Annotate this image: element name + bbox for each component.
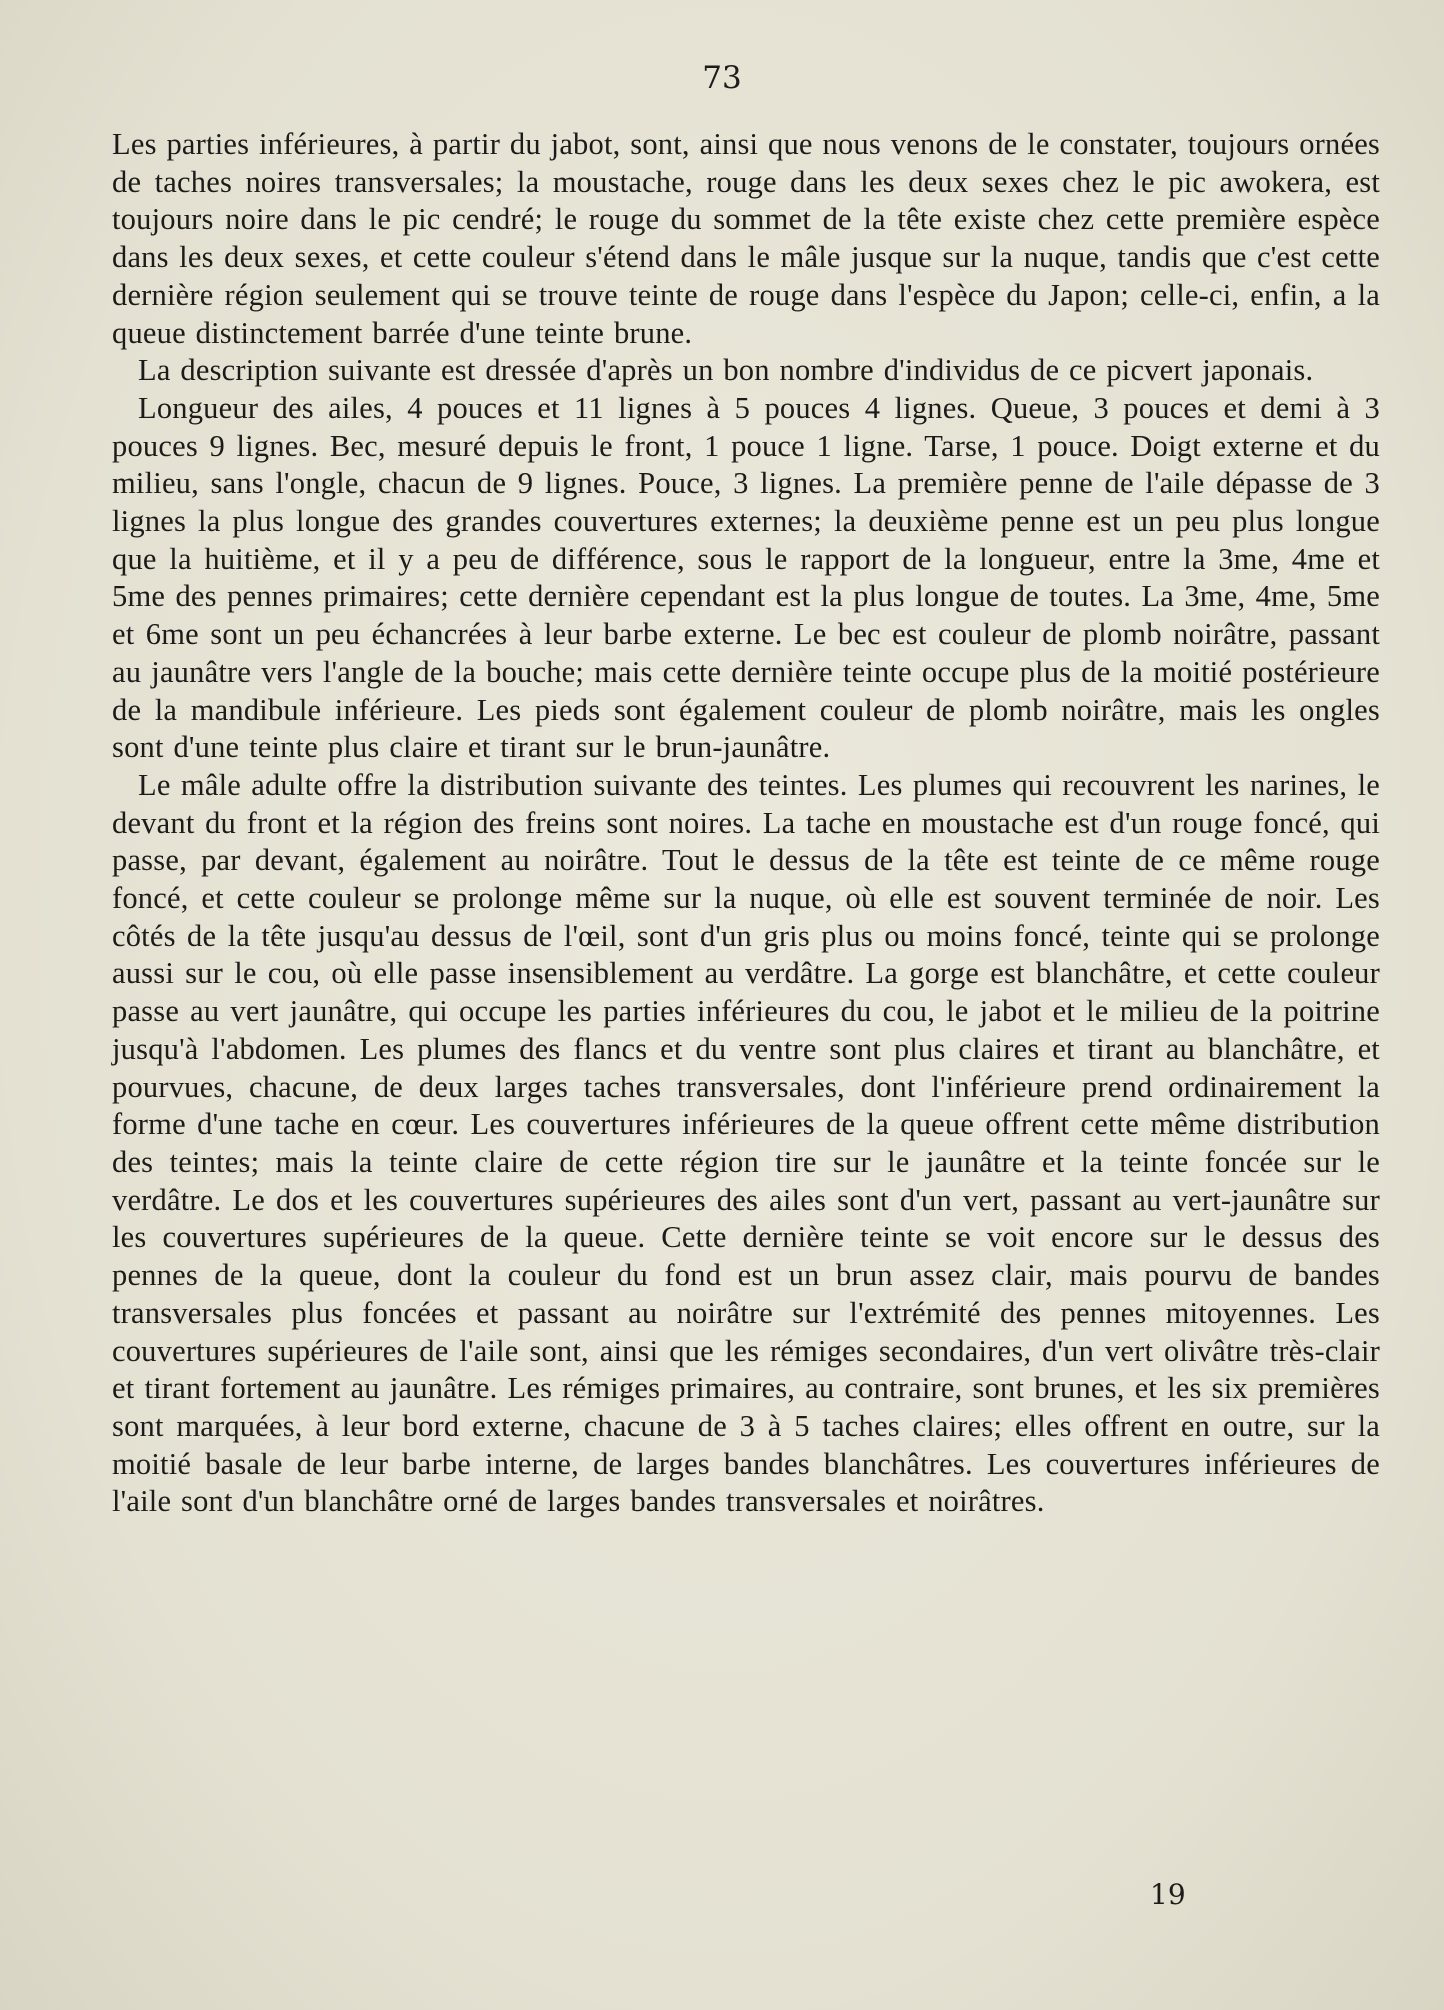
paragraph-comparison: Les parties inférieures, à partir du jabot, sont, ainsi que nous venons de le constater, toujours ornées de taches noires transversales; la moustache, rouge dans les deux sexes chez le pic awokera, est toujours noire dans le pic cendré; le rouge du sommet de la tête existe chez cette première espèce dans les deux sexes, et cette couleur s'étend dans le mâle jusque sur la nuque, tandis que c'est cette dernière région seulement qui se trouve teinte de rouge dans l'espèce du Japon; celle-ci, enfin, a la queue distinctement barrée d'une teinte brune. [112, 127, 1380, 350]
paragraph-measurements: Longueur des ailes, 4 pouces et 11 lignes à 5 pouces 4 lignes. Queue, 3 pouces et demi à 3 pouces 9 lignes. Bec, mesuré depuis le front, 1 pouce 1 ligne. Tarse, 1 pouce. Doigt externe et du milieu, sans l'ongle, chacun de 9 lignes. Pouce, 3 lignes. La première penne de l'aile dépasse de 3 lignes la plus longue des grandes couvertures externes; la deuxième penne est un peu plus longue que la huitième, et il y a peu de différence, sous le rapport de la longueur, entre la 3me, 4me et 5me des pennes primaires; cette dernière cependant est la plus longue de toutes. La 3me, 4me, 5me et 6me sont un peu échancrées à leur barbe externe. Le bec est couleur de plomb noirâtre, passant au jaunâtre vers l'angle de la bouche; mais cette dernière teinte occupe plus de la moitié postérieure de la mandibule inférieure. Les pieds sont également couleur de plomb noirâtre, mais les ongles sont d'une teinte plus claire et tirant sur le brun-jaunâtre. [112, 390, 1380, 765]
body-text [112, 126, 1380, 1521]
printer-signature-mark: 19 [1150, 1878, 1186, 1911]
paragraph-intro-description: La description suivante est dressée d'après un bon nombre d'individus de ce picvert japonais. [138, 353, 1314, 388]
paragraph-adult-male-colors: Le mâle adulte offre la distribution suivante des teintes. Les plumes qui recouvrent les narines, le devant du front et la région des freins sont noires. La tache en moustache est d'un rouge foncé, qui passe, par devant, également au noirâtre. Tout le dessus de la tête est teinte de ce même rouge foncé, et cette couleur se prolonge même sur la nuque, où elle est souvent terminée de noir. Les côtés de la tête jusqu'au dessus de l'œil, sont d'un gris plus ou moins foncé, teinte qui se prolonge aussi sur le cou, où elle passe insensiblement au verdâtre. La gorge est blanchâtre, et cette couleur passe au vert jaunâtre, qui occupe les parties inférieures du cou, le jabot et le milieu de la poitrine jusqu'à l'abdomen. Les plumes des flancs et du ventre sont plus claires et tirant au blanchâtre, et pourvues, chacune, de deux larges taches transversales, dont l'inférieure prend ordinairement la forme d'une tache en cœur. Les couvertures inférieures de la queue offrent cette même distribution des teintes; mais la teinte claire de cette région tire sur le jaunâtre et la teinte foncée sur le verdâtre. Le dos et les couvertures supérieures des ailes sont d'un vert, passant au vert-jaunâtre sur les couvertures supérieures de la queue. Cette dernière teinte se voit encore sur le dessus des pennes de la queue, dont la couleur du fond est un brun assez clair, mais pourvu de bandes transversales plus foncées et passant au noirâtre sur l'extrémité des pennes mitoyennes. Les couvertures supérieures de l'aile sont, ainsi que les rémiges secondaires, d'un vert olivâtre très-clair et tirant fortement au jaunâtre. Les rémiges primaires, au contraire, sont brunes, et les six premières sont marquées, à leur bord externe, chacune de 3 à 5 taches claires; elles offrent en outre, sur la moitié basale de leur barbe interne, de larges bandes blanchâtres. Les couvertures inférieures de l'aile sont d'un blanchâtre orné de larges bandes transversales et noirâtres. [112, 767, 1380, 1519]
page-number: 73 [702, 60, 742, 96]
